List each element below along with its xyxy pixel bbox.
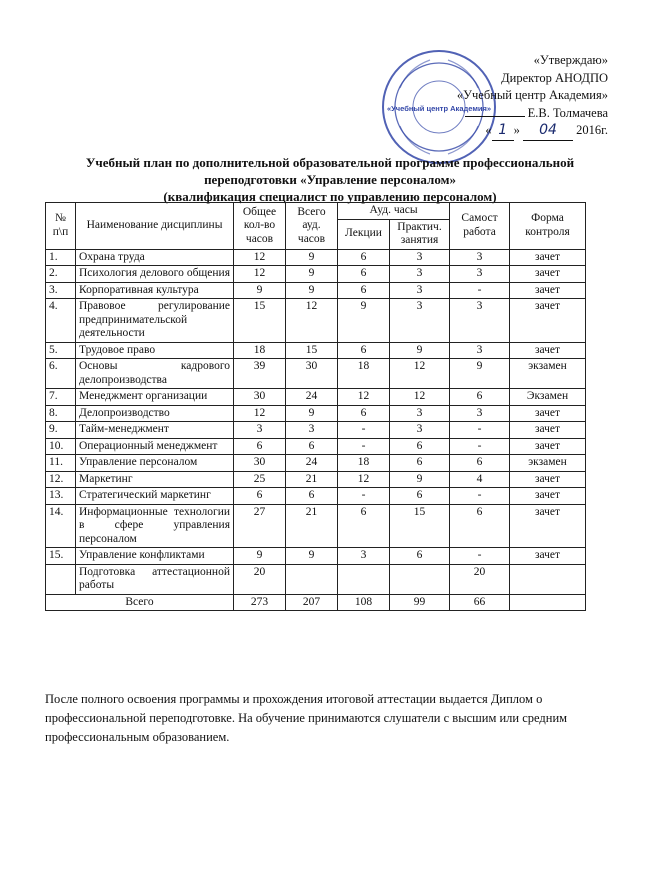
approval-block (378, 52, 608, 141)
row-practice: 6 (390, 548, 450, 565)
row-total: 30 (234, 389, 286, 406)
row-control: зачет (510, 249, 586, 266)
approval-name: Е.В. Толмачева (527, 105, 608, 120)
row-lectures: 6 (338, 405, 390, 422)
row-name: Стратегический маркетинг (76, 488, 234, 505)
row-num: 3. (46, 282, 76, 299)
row-total: 12 (234, 266, 286, 283)
totals-row (46, 594, 586, 611)
row-name: Маркетинг (76, 471, 234, 488)
table-row (46, 249, 586, 266)
row-control: зачет (510, 488, 586, 505)
row-num: 15. (46, 548, 76, 565)
row-num: 10. (46, 438, 76, 455)
row-aud-total: 6 (286, 438, 338, 455)
row-total: 12 (234, 405, 286, 422)
row-lectures: 6 (338, 282, 390, 299)
row-total: 15 (234, 299, 286, 343)
row-lectures: 18 (338, 455, 390, 472)
row-practice: 6 (390, 455, 450, 472)
row-num: 11. (46, 455, 76, 472)
row-control: зачет (510, 266, 586, 283)
row-practice: 3 (390, 422, 450, 439)
row-num: 13. (46, 488, 76, 505)
approval-date: « 1 » 04 2016г. (378, 122, 608, 141)
row-self: 20 (450, 564, 510, 594)
row-total: 20 (234, 564, 286, 594)
row-practice: 3 (390, 282, 450, 299)
row-lectures (338, 564, 390, 594)
title-line-1: Учебный план по дополнительной образовательной программе профессиональной (85, 155, 575, 170)
header-aud: Ауд. часы (338, 203, 450, 220)
row-lectures: 6 (338, 342, 390, 359)
row-name: Основы кадрового делопроизводства (76, 359, 234, 389)
totals-total: 273 (234, 594, 286, 611)
footer-note: После полного освоения программы и прохождения итоговой аттестации выдается Диплом о профессиональной переподготовке. На обучение принимаются слушатели с высшим или средним профессиональным образованием. (45, 692, 568, 744)
table-row (46, 359, 586, 389)
row-num: 1. (46, 249, 76, 266)
row-name: Подготовка аттестационной работы (76, 564, 234, 594)
approval-month: 04 (523, 122, 573, 141)
totals-self: 66 (450, 594, 510, 611)
row-control: Экзамен (510, 389, 586, 406)
row-name: Тайм-менеджмент (76, 422, 234, 439)
table-row (46, 548, 586, 565)
row-total: 27 (234, 504, 286, 548)
table-row (46, 389, 586, 406)
row-self: 3 (450, 342, 510, 359)
totals-lectures: 108 (338, 594, 390, 611)
table-row (46, 471, 586, 488)
table-row (46, 282, 586, 299)
row-self: - (450, 282, 510, 299)
row-self: 6 (450, 455, 510, 472)
table-row (46, 405, 586, 422)
row-lectures: 3 (338, 548, 390, 565)
row-name: Менеджмент организации (76, 389, 234, 406)
row-lectures: 12 (338, 389, 390, 406)
row-self: 4 (450, 471, 510, 488)
totals-aud-total: 207 (286, 594, 338, 611)
header-num: № п\п (46, 203, 76, 250)
row-self: 3 (450, 299, 510, 343)
row-self: 3 (450, 266, 510, 283)
row-name: Трудовое право (76, 342, 234, 359)
row-lectures: 9 (338, 299, 390, 343)
row-lectures: 12 (338, 471, 390, 488)
row-aud-total: 9 (286, 249, 338, 266)
row-lectures: 18 (338, 359, 390, 389)
row-total: 12 (234, 249, 286, 266)
table-row (46, 266, 586, 283)
approval-position: Директор АНОДПО (501, 70, 608, 85)
row-practice: 15 (390, 504, 450, 548)
row-practice: 12 (390, 389, 450, 406)
row-total: 9 (234, 282, 286, 299)
header-practice: Практич. занятия (390, 219, 450, 249)
row-total: 6 (234, 488, 286, 505)
row-name: Психология делового общения (76, 266, 234, 283)
row-aud-total: 9 (286, 282, 338, 299)
row-control: зачет (510, 471, 586, 488)
document-title (60, 154, 600, 205)
row-aud-total: 9 (286, 405, 338, 422)
row-name: Правовое регулирование предпринимательской деятельности (76, 299, 234, 343)
header-row (46, 203, 586, 220)
row-control: экзамен (510, 359, 586, 389)
row-practice: 3 (390, 405, 450, 422)
row-total: 30 (234, 455, 286, 472)
row-practice: 12 (390, 359, 450, 389)
row-num: 6. (46, 359, 76, 389)
row-practice: 9 (390, 471, 450, 488)
stamp-text: «Учебный центр Академия» (386, 104, 492, 113)
row-practice: 3 (390, 299, 450, 343)
header-lectures: Лекции (338, 219, 390, 249)
row-self: 6 (450, 389, 510, 406)
row-aud-total: 30 (286, 359, 338, 389)
row-aud-total: 9 (286, 266, 338, 283)
row-total: 39 (234, 359, 286, 389)
row-practice (390, 564, 450, 594)
row-num: 5. (46, 342, 76, 359)
header-aud-total: Всего ауд. часов (286, 203, 338, 250)
row-lectures: 6 (338, 249, 390, 266)
row-num: 4. (46, 299, 76, 343)
row-control: зачет (510, 405, 586, 422)
row-total: 25 (234, 471, 286, 488)
row-num: 14. (46, 504, 76, 548)
row-practice: 6 (390, 488, 450, 505)
row-self: - (450, 422, 510, 439)
row-name: Управление конфликтами (76, 548, 234, 565)
row-aud-total: 24 (286, 389, 338, 406)
row-self: - (450, 438, 510, 455)
row-practice: 6 (390, 438, 450, 455)
table-row (46, 564, 586, 594)
row-aud-total: 6 (286, 488, 338, 505)
row-practice: 9 (390, 342, 450, 359)
title-line-2: переподготовки «Управление персоналом» (204, 172, 456, 187)
row-name: Делопроизводство (76, 405, 234, 422)
row-control: зачет (510, 422, 586, 439)
row-name: Информационные технологии в сфере управления персоналом (76, 504, 234, 548)
row-control: экзамен (510, 455, 586, 472)
row-name: Охрана труда (76, 249, 234, 266)
row-num: 12. (46, 471, 76, 488)
row-aud-total: 21 (286, 504, 338, 548)
row-self: - (450, 488, 510, 505)
table-row (46, 504, 586, 548)
table-row (46, 455, 586, 472)
row-lectures: - (338, 422, 390, 439)
table-row (46, 438, 586, 455)
approval-day: 1 (492, 122, 514, 141)
row-aud-total: 21 (286, 471, 338, 488)
row-control (510, 564, 586, 594)
row-aud-total: 3 (286, 422, 338, 439)
approval-signature-line (378, 105, 608, 123)
table-row (46, 488, 586, 505)
row-lectures: - (338, 438, 390, 455)
row-total: 9 (234, 548, 286, 565)
row-aud-total (286, 564, 338, 594)
row-practice: 3 (390, 249, 450, 266)
header-self: Самост работа (450, 203, 510, 250)
header-control: Форма контроля (510, 203, 586, 250)
row-control: зачет (510, 299, 586, 343)
row-practice: 3 (390, 266, 450, 283)
row-aud-total: 9 (286, 548, 338, 565)
header-name: Наименование дисциплины (76, 203, 234, 250)
row-name: Управление персоналом (76, 455, 234, 472)
row-aud-total: 24 (286, 455, 338, 472)
table-row (46, 342, 586, 359)
row-lectures: 6 (338, 504, 390, 548)
row-self: 9 (450, 359, 510, 389)
row-num: 9. (46, 422, 76, 439)
row-total: 18 (234, 342, 286, 359)
row-control: зачет (510, 504, 586, 548)
row-name: Корпоративная культура (76, 282, 234, 299)
row-total: 6 (234, 438, 286, 455)
row-self: 6 (450, 504, 510, 548)
header-total: Общее кол-во часов (234, 203, 286, 250)
row-aud-total: 12 (286, 299, 338, 343)
row-self: 3 (450, 405, 510, 422)
row-control: зачет (510, 342, 586, 359)
row-self: - (450, 548, 510, 565)
totals-label: Всего (46, 594, 234, 611)
table-row (46, 299, 586, 343)
totals-control (510, 594, 586, 611)
row-control: зачет (510, 282, 586, 299)
approval-title: «Утверждаю» (533, 53, 608, 67)
row-lectures: 6 (338, 266, 390, 283)
row-total: 3 (234, 422, 286, 439)
row-num: 7. (46, 389, 76, 406)
row-self: 3 (450, 249, 510, 266)
row-lectures: - (338, 488, 390, 505)
row-control: зачет (510, 438, 586, 455)
row-aud-total: 15 (286, 342, 338, 359)
curriculum-table (45, 202, 586, 611)
row-control: зачет (510, 548, 586, 565)
row-name: Операционный менеджмент (76, 438, 234, 455)
row-num (46, 564, 76, 594)
row-num: 8. (46, 405, 76, 422)
totals-practice: 99 (390, 594, 450, 611)
approval-year: 2016г. (576, 123, 608, 137)
row-num: 2. (46, 266, 76, 283)
title-line-3: (квалификация специалист по управлению персоналом) (163, 189, 497, 204)
table-row (46, 422, 586, 439)
approval-organization: «Учебный центр Академия» (456, 88, 608, 102)
